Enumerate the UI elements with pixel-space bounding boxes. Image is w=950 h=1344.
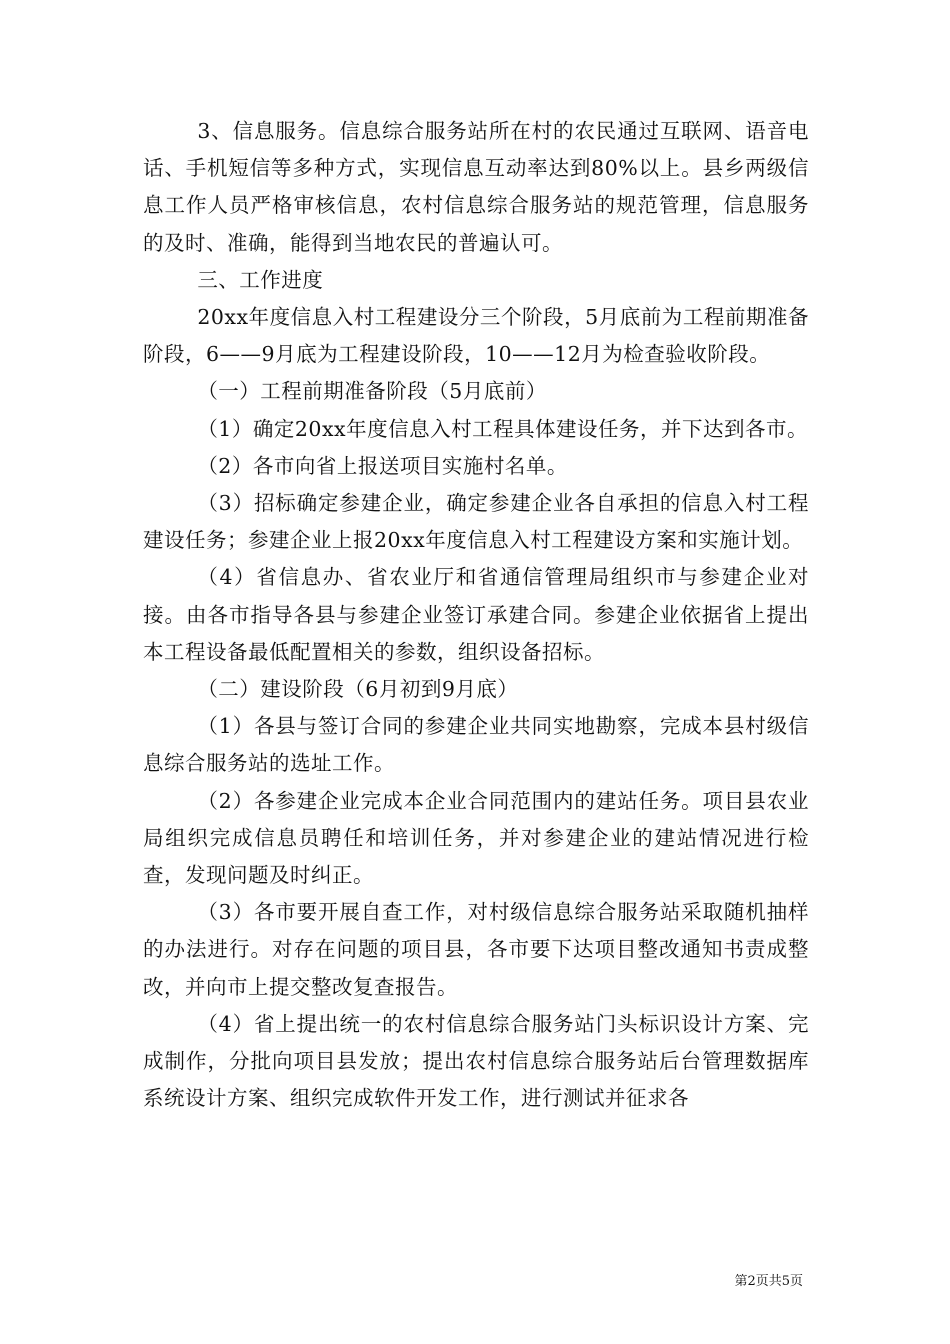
paragraph-build-item-2: （2）各参建企业完成本企业合同范围内的建站任务。项目县农业局组织完成信息员聘任和培训任务，并对参建企业的建站情况进行检查，发现问题及时纠正。 — [143, 788, 809, 888]
paragraph-info-service: 3、信息服务。信息综合服务站所在村的农民通过互联网、语音电话、手机短信等多种方式，实现信息互动率达到80%以上。县乡两级信息工作人员严格审核信息，农村信息综合服务站的规范管理，信息服务的及时、准确，能得到当地农民的普遍认可。 — [143, 119, 809, 255]
paragraph-build-item-3: （3）各市要开展自查工作，对村级信息综合服务站采取随机抽样的办法进行。对存在问题的项目县，各市要下达项目整改通知书责成整改，并向市上提交整改复查报告。 — [143, 900, 809, 999]
document-body — [143, 113, 809, 1117]
heading-work-progress: 三、工作进度 — [197, 267, 324, 292]
paragraph-prep-item-2: （2）各市向省上报送项目实施村名单。 — [197, 453, 568, 478]
paragraph-prep-item-3: （3）招标确定参建企业，确定参建企业各自承担的信息入村工程建设任务；参建企业上报20xx年度信息入村工程建设方案和实施计划。 — [143, 491, 809, 553]
page-number-footer: 第2页共5页 — [734, 1274, 803, 1289]
heading-preparation-stage: （一）工程前期准备阶段（5月底前） — [197, 379, 547, 404]
paragraph-prep-item-4: （4）省信息办、省农业厅和省通信管理局组织市与参建企业对接。由各市指导各县与参建企业签订承建合同。参建企业依据省上提出本工程设备最低配置相关的参数，组织设备招标。 — [143, 565, 809, 664]
paragraph-build-item-4: （4）省上提出统一的农村信息综合服务站门头标识设计方案、完成制作，分批向项目县发放；提出农村信息综合服务站后台管理数据库系统设计方案、组织完成软件开发工作，进行测试并征求各 — [143, 1011, 809, 1111]
paragraph-prep-item-1: （1）确定20xx年度信息入村工程具体建设任务，并下达到各市。 — [197, 416, 809, 441]
paragraph-build-item-1: （1）各县与签订合同的参建企业共同实地勘察，完成本县村级信息综合服务站的选址工作。 — [143, 714, 809, 776]
heading-construction-stage: （二）建设阶段（6月初到9月底） — [197, 677, 519, 702]
paragraph-three-stages: 20xx年度信息入村工程建设分三个阶段，5月底前为工程前期准备阶段，6——9月底为工程建设阶段，10——12月为检查验收阶段。 — [143, 305, 809, 367]
